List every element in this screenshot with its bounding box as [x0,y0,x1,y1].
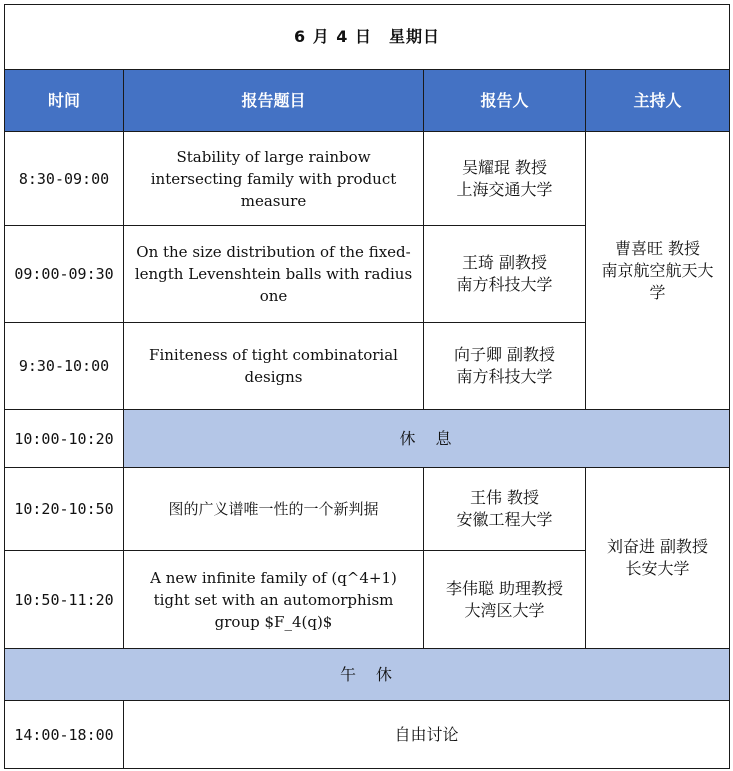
speaker-affiliation: 安徽工程大学 [456,510,553,529]
afternoon-row [5,701,730,769]
session-topic: On the size distribution of the fixed-length Levenshtein balls with radius one [124,226,424,323]
session-speaker [424,132,586,226]
header-topic: 报告题目 [124,70,424,132]
afternoon-time: 14:00-18:00 [5,701,124,769]
lunch-row [5,649,730,701]
speaker-affiliation: 南方科技大学 [456,275,553,294]
afternoon-label: 自由讨论 [124,701,730,769]
session-speaker [424,468,586,551]
session-host [586,468,730,649]
break-time: 10:00-10:20 [5,410,124,468]
session-speaker [424,551,586,649]
speaker-affiliation: 南方科技大学 [456,367,553,386]
break-label: 休 息 [124,410,730,468]
session-host [586,132,730,410]
session-time: 9:30-10:00 [5,323,124,410]
host-affiliation: 长安大学 [625,559,690,578]
break-row [5,410,730,468]
session-time: 09:00-09:30 [5,226,124,323]
day-title: 6 月 4 日 星期日 [5,5,730,70]
speaker-affiliation: 大湾区大学 [464,600,545,620]
session-topic: A new infinite family of (q^4+1) tight set with an automorphism group $F_4(q)$ [124,551,424,649]
speaker-name: 王伟 教授 [469,488,540,507]
session-topic: 图的广义谱唯一性的一个新判据 [124,468,424,551]
speaker-name: 李伟聪 助理教授 [445,578,564,598]
host-name: 曹喜旺 教授 [614,238,701,258]
session-time: 10:50-11:20 [5,551,124,649]
header-host: 主持人 [586,70,730,132]
day-title-row [5,5,730,70]
session-topic: Stability of large rainbow intersecting family with product measure [124,132,424,226]
speaker-affiliation: 上海交通大学 [456,179,553,199]
session-row [5,132,730,226]
schedule-table [4,4,730,769]
lunch-label: 午 休 [5,649,730,701]
header-time: 时间 [5,70,124,132]
header-speaker: 报告人 [424,70,586,132]
host-affiliation: 南京航空航天大学 [601,260,714,302]
header-row [5,70,730,132]
host-name: 刘奋进 副教授 [606,537,709,556]
speaker-name: 吴耀琨 教授 [461,157,548,177]
session-time: 10:20-10:50 [5,468,124,551]
session-speaker [424,226,586,323]
session-topic: Finiteness of tight combinatorial designs [124,323,424,410]
speaker-name: 向子卿 副教授 [453,345,556,364]
session-speaker [424,323,586,410]
session-row [5,468,730,551]
speaker-name: 王琦 副教授 [461,253,548,272]
session-time: 8:30-09:00 [5,132,124,226]
